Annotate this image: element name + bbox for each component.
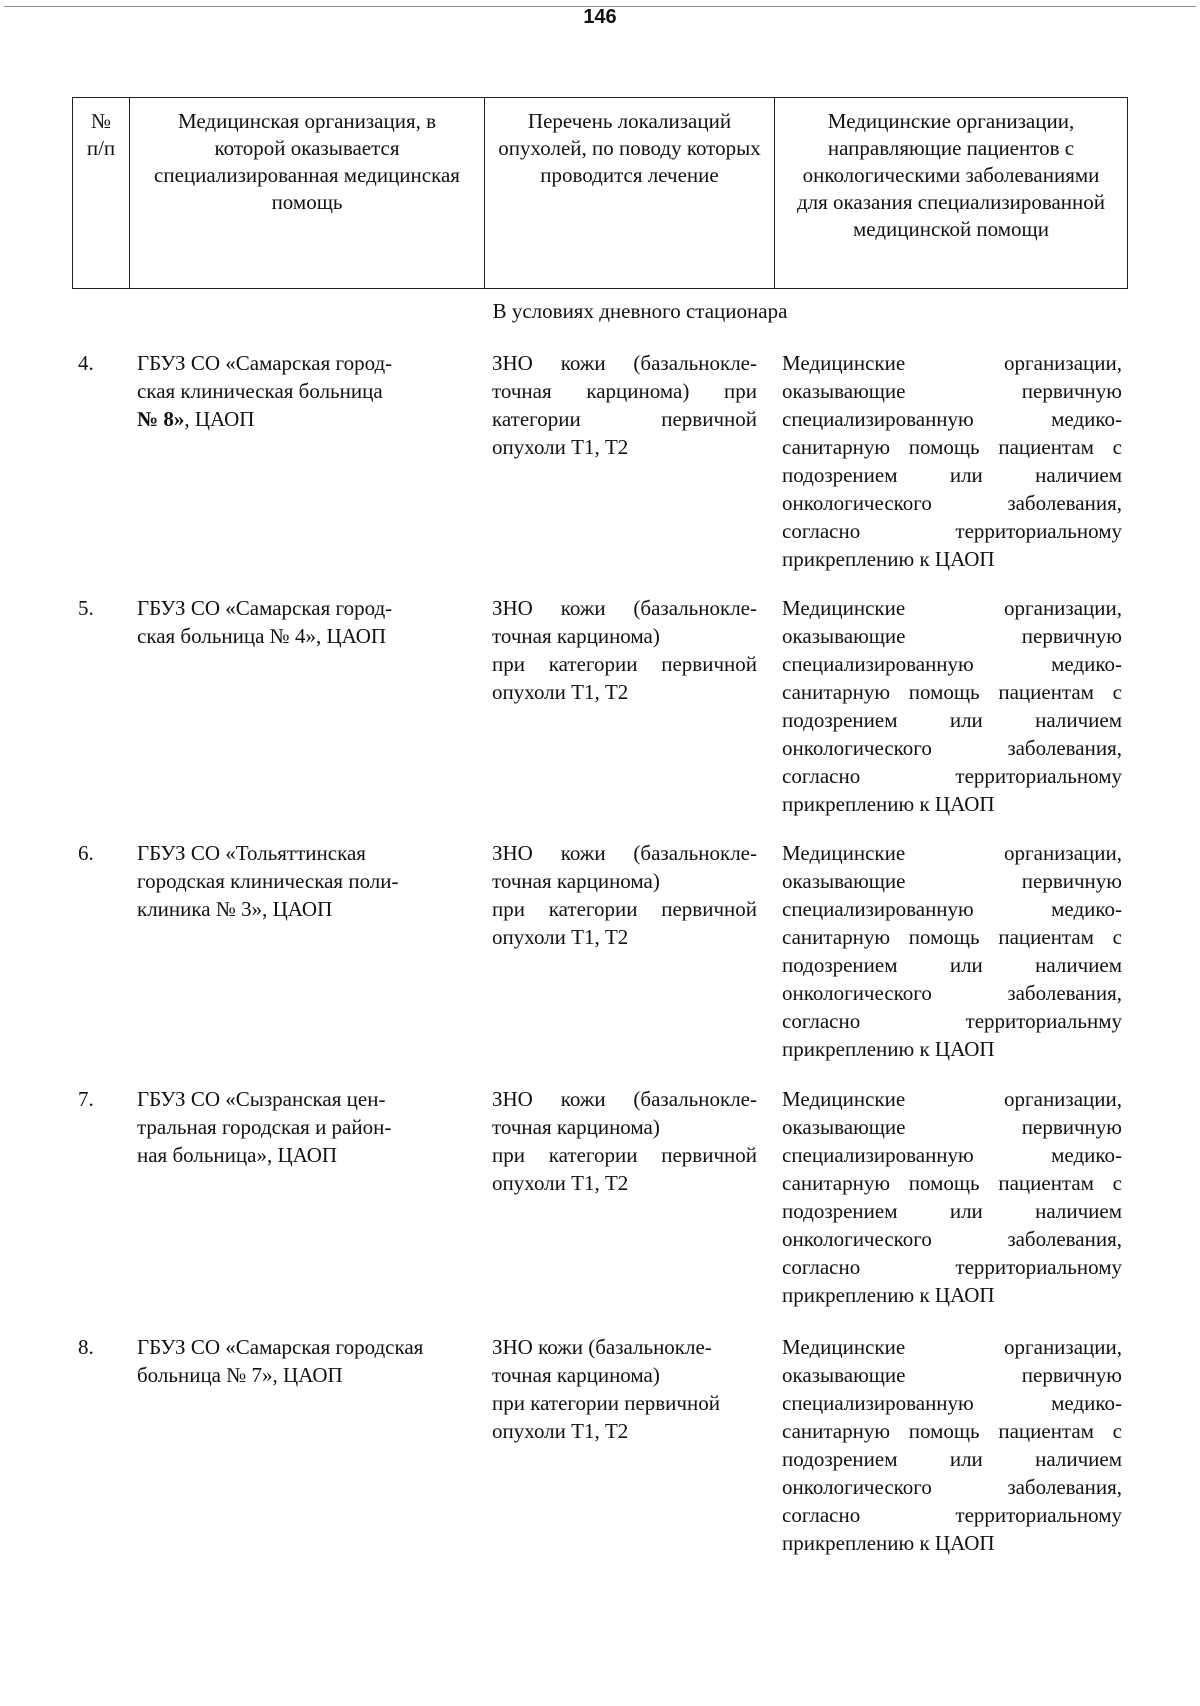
text-line: ЗНО кожи (базальнокле-: [492, 1335, 712, 1359]
header-localization-column: Перечень локализаций опухолей, по поводу которых проводится лечение: [485, 98, 775, 289]
text-line: точная карцинома): [492, 1363, 660, 1387]
text-line: опухоли Т1, Т2: [492, 680, 629, 704]
text-line: ГБУЗ СО «Самарская городская: [137, 1335, 424, 1359]
referring-organizations-cell: Медицинские организации, оказывающие первичную специализированную медико-санитарную помощь пациентам с подозрением или наличием онкологического заболевания, согласно территориальному прикреплению к ЦАОП: [782, 1335, 1122, 1555]
row-number: 8.: [78, 1335, 94, 1359]
text-line: городская клиническая поли-: [137, 869, 399, 893]
localization-cell: [492, 349, 757, 461]
text-line: точная карцинома): [492, 869, 660, 893]
page-number: 146: [583, 6, 617, 28]
organization-cell: [137, 1085, 477, 1169]
referring-organizations-cell: Медицинские организации, оказывающие первичную специализированную медико-санитарную помощь пациентам с подозрением или наличием онкологического заболевания, согласно территориальнму прикреплению к ЦАОП: [782, 841, 1122, 1061]
text-line: опухоли Т1, Т2: [492, 435, 629, 459]
text-line: точная карцинома) при: [492, 379, 757, 403]
text-line: ГБУЗ СО «Тольяттинская: [137, 841, 366, 865]
text-line: № 8», ЦАОП: [137, 407, 255, 431]
header-referring-column: Медицинские организации, направляющие пациентов с онкологическими заболеваниями для оказания специализированной медицинской помощи: [775, 98, 1128, 289]
referring-organizations-cell: Медицинские организации, оказывающие первичную специализированную медико-санитарную помощь пациентам с подозрением или наличием онкологического заболевания, согласно территориальному прикреплению к ЦАОП: [782, 351, 1122, 571]
text-line: опухоли Т1, Т2: [492, 1419, 629, 1443]
localization-cell: [492, 1085, 757, 1197]
text-line: ГБУЗ СО «Самарская город-: [137, 351, 393, 375]
organization-cell: [137, 839, 477, 923]
organization-cell: [137, 349, 477, 433]
organization-cell: [137, 1333, 477, 1389]
localization-cell: [492, 1333, 757, 1445]
text-line: точная карцинома): [492, 1115, 660, 1139]
text-line: ЗНО кожи (базальнокле-: [492, 596, 757, 620]
text-line: ская клиническая больница: [137, 379, 383, 403]
text-line: больница № 7», ЦАОП: [137, 1363, 343, 1387]
organization-cell: [137, 594, 477, 650]
text-line: точная карцинома): [492, 624, 660, 648]
text-line: при категории первичной: [492, 897, 757, 921]
referring-organizations-cell: Медицинские организации, оказывающие первичную специализированную медико-санитарную помощь пациентам с подозрением или наличием онкологического заболевания, согласно территориальному прикреплению к ЦАОП: [782, 596, 1122, 816]
text-line: при категории первичной: [492, 1143, 757, 1167]
table-header: [72, 97, 1128, 289]
text-line: категории первичной: [492, 407, 757, 431]
text-line: ская больница № 4», ЦАОП: [137, 624, 387, 648]
row-number: 4.: [78, 351, 94, 375]
text-line: при категории первичной: [492, 652, 757, 676]
text-line: опухоли Т1, Т2: [492, 1171, 629, 1195]
text-line: клиника № 3», ЦАОП: [137, 897, 333, 921]
text-line: опухоли Т1, Т2: [492, 925, 629, 949]
header-number-column: № п/п: [73, 98, 130, 289]
text-line: ЗНО кожи (базальнокле-: [492, 1087, 757, 1111]
text-line: ная больница», ЦАОП: [137, 1143, 338, 1167]
localization-cell: [492, 594, 757, 706]
section-title: В условиях дневного стационара: [492, 299, 788, 323]
text-line: ЗНО кожи (базальнокле-: [492, 841, 757, 865]
row-number: 7.: [78, 1087, 94, 1111]
text-line: тральная городская и район-: [137, 1115, 392, 1139]
referring-organizations-cell: Медицинские организации, оказывающие первичную специализированную медико-санитарную помощь пациентам с подозрением или наличием онкологического заболевания, согласно территориальному прикреплению к ЦАОП: [782, 1087, 1122, 1307]
text-line: при категории первичной: [492, 1391, 720, 1415]
row-number: 5.: [78, 596, 94, 620]
localization-cell: [492, 839, 757, 951]
text-line: ЗНО кожи (базальнокле-: [492, 351, 757, 375]
row-number: 6.: [78, 841, 94, 865]
header-organization-column: Медицинская организация, в которой оказывается специализированная медицинская помощь: [130, 98, 485, 289]
text-line: ГБУЗ СО «Самарская город-: [137, 596, 393, 620]
text-line: ГБУЗ СО «Сызранская цен-: [137, 1087, 386, 1111]
